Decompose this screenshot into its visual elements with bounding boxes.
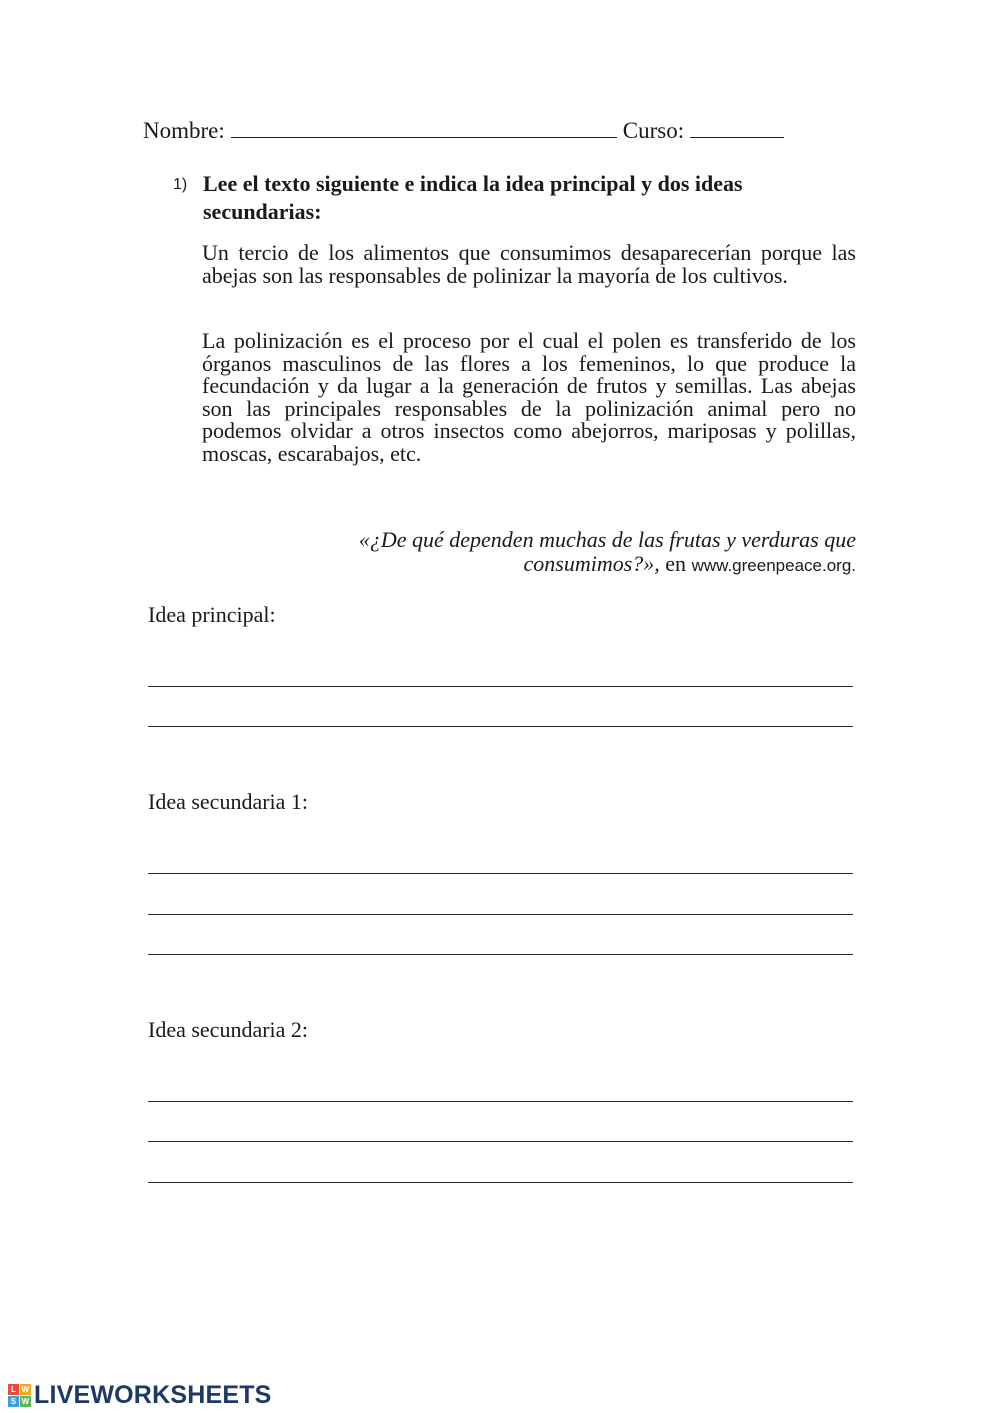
secondary-idea-2-answer-line[interactable] <box>148 1101 853 1102</box>
secondary-idea-2-answer-line[interactable] <box>148 1141 853 1142</box>
main-idea-answer-line[interactable] <box>148 686 853 687</box>
citation-source: www.greenpeace.org. <box>691 556 856 575</box>
logo-tile: W <box>21 1385 30 1394</box>
logo-tile: W <box>21 1397 30 1406</box>
course-label: Curso: <box>622 118 685 143</box>
name-blank[interactable] <box>231 119 617 138</box>
secondary-idea-1-answer-line[interactable] <box>148 914 853 915</box>
main-idea-answer-line[interactable] <box>148 726 853 727</box>
logo-text: LIVEWORKSHEETS <box>34 1381 272 1409</box>
liveworksheets-logo <box>8 1381 272 1410</box>
main-idea-label: Idea principal: <box>148 602 276 627</box>
logo-tile: S <box>8 1396 19 1407</box>
secondary-idea-2-label: Idea secundaria 2: <box>148 1017 309 1042</box>
secondary-idea-2-answer-line[interactable] <box>148 1182 853 1183</box>
citation <box>300 528 856 578</box>
name-label: Nombre: <box>143 118 225 143</box>
secondary-idea-1-answer-line[interactable] <box>148 873 853 874</box>
question-prompt: Lee el texto siguiente e indica la idea principal y dos ideas secundarias: <box>203 171 743 224</box>
student-header <box>143 118 790 144</box>
secondary-idea-1-label: Idea secundaria 1: <box>148 789 309 814</box>
logo-mark-icon <box>8 1384 31 1407</box>
logo-tile: L <box>8 1384 19 1395</box>
text-paragraph-2: La polinización es el proceso por el cual el polen es transferido de los órganos masculinos de las flores a los femeninos, lo que produce la fecundación y da lugar a la generación de frutos y semillas. Las abejas son las principales responsables de la polinización animal pero no podemos olvidar a otros insectos como abejorros, mariposas y polillas, moscas, escarabajos, etc. <box>202 328 856 466</box>
citation-title: «¿De qué dependen muchas de las frutas y verduras que consumimos?», <box>358 527 856 576</box>
course-blank[interactable] <box>690 119 784 138</box>
citation-connector: en <box>659 551 692 576</box>
secondary-idea-1-answer-line[interactable] <box>148 954 853 955</box>
text-paragraph-1: Un tercio de los alimentos que consumimos desaparecerían porque las abejas son las responsables de polinizar la mayoría de los cultivos. <box>202 240 856 288</box>
question-number: 1) <box>173 176 188 193</box>
